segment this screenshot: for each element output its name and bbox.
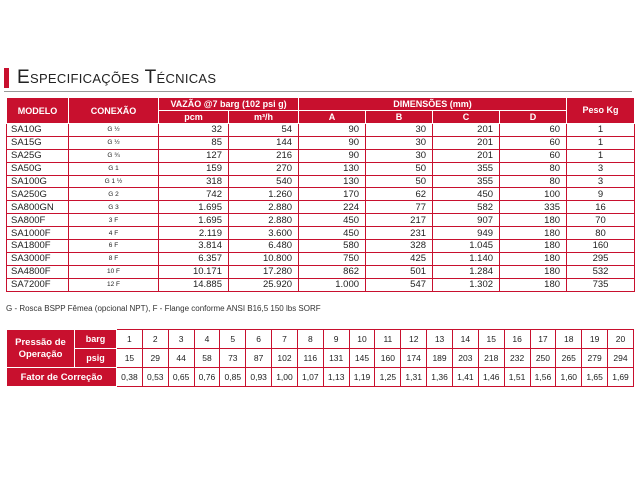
barg-value: 12 xyxy=(401,330,427,349)
barg-value: 9 xyxy=(323,330,349,349)
factor-value: 1,31 xyxy=(401,368,427,387)
header-a: A xyxy=(299,111,366,124)
cell-m3h: 2.880 xyxy=(229,201,299,214)
cell-c: 1.140 xyxy=(433,252,500,265)
cell-c: 201 xyxy=(433,136,500,149)
cell-conn: G 1 ½ xyxy=(69,175,159,188)
cell-pcm: 3.814 xyxy=(159,240,229,253)
cell-m3h: 17.280 xyxy=(229,265,299,278)
cell-pcm: 742 xyxy=(159,188,229,201)
pressure-label: Pressão de Operação xyxy=(7,330,75,368)
cell-m3h: 10.800 xyxy=(229,252,299,265)
cell-a: 130 xyxy=(299,162,366,175)
cell-m3h: 6.480 xyxy=(229,240,299,253)
cell-c: 1.045 xyxy=(433,240,500,253)
cell-kg: 1 xyxy=(567,136,635,149)
cell-pcm: 127 xyxy=(159,149,229,162)
barg-value: 13 xyxy=(427,330,453,349)
cell-conn: 4 F xyxy=(69,227,159,240)
header-m3h: m³/h xyxy=(229,111,299,124)
psig-value: 294 xyxy=(608,349,634,368)
factor-value: 1,65 xyxy=(582,368,608,387)
cell-d: 180 xyxy=(500,252,567,265)
table-row xyxy=(7,124,635,137)
cell-model: SA1800F xyxy=(7,240,69,253)
table-row xyxy=(7,214,635,227)
factor-value: 1,19 xyxy=(349,368,375,387)
cell-pcm: 159 xyxy=(159,162,229,175)
psig-value: 203 xyxy=(452,349,478,368)
factor-value: 1,41 xyxy=(452,368,478,387)
cell-conn: G 1 xyxy=(69,162,159,175)
cell-b: 30 xyxy=(366,136,433,149)
psig-value: 145 xyxy=(349,349,375,368)
cell-pcm: 1.695 xyxy=(159,201,229,214)
cell-pcm: 318 xyxy=(159,175,229,188)
psig-value: 189 xyxy=(427,349,453,368)
cell-b: 217 xyxy=(366,214,433,227)
barg-value: 10 xyxy=(349,330,375,349)
cell-kg: 9 xyxy=(567,188,635,201)
cell-c: 201 xyxy=(433,149,500,162)
cell-pcm: 14.885 xyxy=(159,278,229,291)
section-title xyxy=(4,67,216,89)
cell-pcm: 10.171 xyxy=(159,265,229,278)
cell-kg: 3 xyxy=(567,162,635,175)
cell-kg: 532 xyxy=(567,265,635,278)
psig-value: 58 xyxy=(194,349,220,368)
barg-value: 3 xyxy=(168,330,194,349)
table-row xyxy=(7,175,635,188)
cell-c: 907 xyxy=(433,214,500,227)
table-row xyxy=(7,136,635,149)
cell-c: 355 xyxy=(433,175,500,188)
barg-value: 8 xyxy=(297,330,323,349)
factor-value: 0,76 xyxy=(194,368,220,387)
barg-value: 11 xyxy=(375,330,401,349)
cell-b: 328 xyxy=(366,240,433,253)
cell-b: 62 xyxy=(366,188,433,201)
barg-value: 1 xyxy=(117,330,143,349)
cell-c: 201 xyxy=(433,124,500,137)
factor-value: 0,93 xyxy=(246,368,272,387)
cell-m3h: 3.600 xyxy=(229,227,299,240)
cell-conn: G ½ xyxy=(69,124,159,137)
cell-model: SA800F xyxy=(7,214,69,227)
factor-value: 1,07 xyxy=(297,368,323,387)
cell-model: SA7200F xyxy=(7,278,69,291)
cell-conn: 12 F xyxy=(69,278,159,291)
header-vazao: VAZÃO @7 barg (102 psi g) xyxy=(159,98,299,111)
barg-value: 2 xyxy=(142,330,168,349)
cell-conn: 3 F xyxy=(69,214,159,227)
psig-value: 218 xyxy=(478,349,504,368)
cell-b: 77 xyxy=(366,201,433,214)
psig-value: 250 xyxy=(530,349,556,368)
psig-unit: psig xyxy=(75,349,117,368)
psig-value: 87 xyxy=(246,349,272,368)
cell-conn: G ¾ xyxy=(69,149,159,162)
cell-kg: 16 xyxy=(567,201,635,214)
table-row xyxy=(7,252,635,265)
cell-c: 1.302 xyxy=(433,278,500,291)
cell-m3h: 2.880 xyxy=(229,214,299,227)
spec-table-body xyxy=(7,124,635,292)
cell-c: 582 xyxy=(433,201,500,214)
cell-m3h: 540 xyxy=(229,175,299,188)
header-d: D xyxy=(500,111,567,124)
cell-b: 425 xyxy=(366,252,433,265)
table-row xyxy=(7,149,635,162)
factor-value: 0,85 xyxy=(220,368,246,387)
cell-conn: 10 F xyxy=(69,265,159,278)
cell-c: 450 xyxy=(433,188,500,201)
cell-kg: 80 xyxy=(567,227,635,240)
table-row xyxy=(7,227,635,240)
cell-d: 80 xyxy=(500,162,567,175)
cell-model: SA15G xyxy=(7,136,69,149)
psig-value: 102 xyxy=(272,349,298,368)
cell-m3h: 25.920 xyxy=(229,278,299,291)
cell-b: 231 xyxy=(366,227,433,240)
cell-d: 60 xyxy=(500,124,567,137)
cell-conn: 6 F xyxy=(69,240,159,253)
barg-value: 15 xyxy=(478,330,504,349)
header-c: C xyxy=(433,111,500,124)
cell-d: 60 xyxy=(500,149,567,162)
cell-m3h: 144 xyxy=(229,136,299,149)
factor-value: 1,56 xyxy=(530,368,556,387)
barg-value: 6 xyxy=(246,330,272,349)
cell-a: 170 xyxy=(299,188,366,201)
cell-d: 80 xyxy=(500,175,567,188)
cell-model: SA250G xyxy=(7,188,69,201)
spec-table xyxy=(6,97,635,292)
cell-pcm: 1.695 xyxy=(159,214,229,227)
header-peso: Peso Kg xyxy=(567,98,635,124)
psig-value: 232 xyxy=(504,349,530,368)
table-row xyxy=(7,278,635,291)
page-title: Especificações Técnicas xyxy=(17,67,217,88)
psig-value: 131 xyxy=(323,349,349,368)
factor-value: 1,36 xyxy=(427,368,453,387)
cell-a: 90 xyxy=(299,124,366,137)
cell-model: SA10G xyxy=(7,124,69,137)
cell-kg: 295 xyxy=(567,252,635,265)
cell-model: SA3000F xyxy=(7,252,69,265)
cell-d: 180 xyxy=(500,265,567,278)
cell-b: 30 xyxy=(366,149,433,162)
factor-value: 1,13 xyxy=(323,368,349,387)
cell-c: 949 xyxy=(433,227,500,240)
cell-m3h: 270 xyxy=(229,162,299,175)
cell-a: 450 xyxy=(299,227,366,240)
cell-conn: G 3 xyxy=(69,201,159,214)
footnote: G - Rosca BSPP Fêmea (opcional NPT), F - Flange conforme ANSI B16,5 150 lbs SORF xyxy=(6,304,321,313)
psig-value: 279 xyxy=(582,349,608,368)
barg-value: 17 xyxy=(530,330,556,349)
cell-d: 180 xyxy=(500,227,567,240)
cell-kg: 160 xyxy=(567,240,635,253)
cell-m3h: 216 xyxy=(229,149,299,162)
psig-value: 265 xyxy=(556,349,582,368)
cell-c: 1.284 xyxy=(433,265,500,278)
factor-value: 1,25 xyxy=(375,368,401,387)
barg-value: 19 xyxy=(582,330,608,349)
cell-model: SA800GN xyxy=(7,201,69,214)
barg-value: 5 xyxy=(220,330,246,349)
cell-m3h: 54 xyxy=(229,124,299,137)
cell-a: 90 xyxy=(299,136,366,149)
table-row xyxy=(7,188,635,201)
cell-b: 501 xyxy=(366,265,433,278)
cell-model: SA4800F xyxy=(7,265,69,278)
cell-a: 450 xyxy=(299,214,366,227)
table-row xyxy=(7,265,635,278)
cell-pcm: 85 xyxy=(159,136,229,149)
cell-m3h: 1.260 xyxy=(229,188,299,201)
barg-value: 18 xyxy=(556,330,582,349)
factor-value: 1,46 xyxy=(478,368,504,387)
cell-a: 90 xyxy=(299,149,366,162)
psig-value: 174 xyxy=(401,349,427,368)
title-divider xyxy=(4,91,632,92)
cell-c: 355 xyxy=(433,162,500,175)
header-b: B xyxy=(366,111,433,124)
cell-kg: 1 xyxy=(567,124,635,137)
cell-kg: 70 xyxy=(567,214,635,227)
cell-d: 60 xyxy=(500,136,567,149)
psig-value: 116 xyxy=(297,349,323,368)
cell-pcm: 32 xyxy=(159,124,229,137)
table-row xyxy=(7,201,635,214)
cell-d: 180 xyxy=(500,278,567,291)
barg-value: 16 xyxy=(504,330,530,349)
factor-value: 0,65 xyxy=(168,368,194,387)
header-conexao: CONEXÃO xyxy=(69,98,159,124)
psig-value: 73 xyxy=(220,349,246,368)
factor-value: 1,00 xyxy=(272,368,298,387)
factor-value: 0,53 xyxy=(142,368,168,387)
cell-pcm: 2.119 xyxy=(159,227,229,240)
cell-a: 580 xyxy=(299,240,366,253)
psig-value: 15 xyxy=(117,349,143,368)
barg-value: 7 xyxy=(272,330,298,349)
cell-a: 130 xyxy=(299,175,366,188)
cell-model: SA1000F xyxy=(7,227,69,240)
cell-model: SA25G xyxy=(7,149,69,162)
barg-value: 14 xyxy=(452,330,478,349)
cell-a: 224 xyxy=(299,201,366,214)
table-row xyxy=(7,162,635,175)
pressure-table xyxy=(6,329,634,387)
factor-value: 1,51 xyxy=(504,368,530,387)
cell-d: 335 xyxy=(500,201,567,214)
psig-value: 29 xyxy=(142,349,168,368)
cell-conn: G 2 xyxy=(69,188,159,201)
cell-model: SA50G xyxy=(7,162,69,175)
factor-value: 0,38 xyxy=(117,368,143,387)
header-dimensoes: DIMENSÕES (mm) xyxy=(299,98,567,111)
factor-value: 1,69 xyxy=(608,368,634,387)
factor-value: 1,60 xyxy=(556,368,582,387)
cell-a: 1.000 xyxy=(299,278,366,291)
cell-b: 30 xyxy=(366,124,433,137)
cell-kg: 1 xyxy=(567,149,635,162)
cell-kg: 735 xyxy=(567,278,635,291)
cell-d: 180 xyxy=(500,240,567,253)
cell-a: 862 xyxy=(299,265,366,278)
barg-unit: barg xyxy=(75,330,117,349)
header-pcm: pcm xyxy=(159,111,229,124)
cell-conn: G ½ xyxy=(69,136,159,149)
cell-d: 100 xyxy=(500,188,567,201)
table-row xyxy=(7,240,635,253)
title-accent-bar xyxy=(4,68,9,88)
cell-b: 547 xyxy=(366,278,433,291)
factor-label: Fator de Correção xyxy=(7,368,117,387)
barg-value: 20 xyxy=(608,330,634,349)
cell-conn: 8 F xyxy=(69,252,159,265)
psig-value: 160 xyxy=(375,349,401,368)
psig-value: 44 xyxy=(168,349,194,368)
cell-b: 50 xyxy=(366,162,433,175)
cell-kg: 3 xyxy=(567,175,635,188)
cell-d: 180 xyxy=(500,214,567,227)
barg-value: 4 xyxy=(194,330,220,349)
cell-a: 750 xyxy=(299,252,366,265)
header-modelo: MODELO xyxy=(7,98,69,124)
cell-b: 50 xyxy=(366,175,433,188)
cell-pcm: 6.357 xyxy=(159,252,229,265)
cell-model: SA100G xyxy=(7,175,69,188)
